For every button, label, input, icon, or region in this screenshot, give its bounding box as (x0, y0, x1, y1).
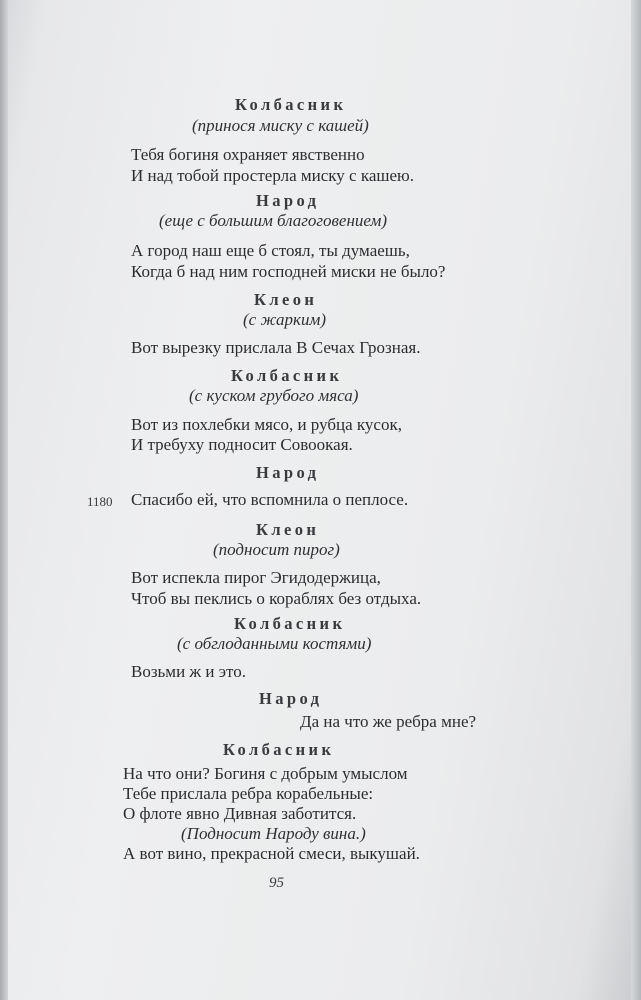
verse-line: Когда б над ним господней миски не было? (131, 262, 446, 281)
page-number: 95 (269, 875, 284, 891)
verse-line: Тебя богиня охраняет явственно (131, 145, 365, 164)
line-number: 1180 (87, 494, 113, 509)
verse-line: Вот вырезку прислала В Сечах Грозная. (131, 338, 421, 357)
speaker-name: Колбасник (231, 366, 343, 385)
verse-line: Спасибо ей, что вспомнила о пеплосе. (131, 490, 409, 509)
stage-direction: (с жарким) (243, 310, 327, 329)
stage-direction: (еще с большим благоговением) (159, 211, 388, 230)
verse-line: Вот из похлебки мясо, и рубца кусок, (131, 415, 402, 434)
verse-line: Вот испекла пирог Эгидодержица, (131, 568, 381, 587)
verse-line: Тебе прислала ребра корабельные: (123, 784, 374, 803)
page-edge-shadow (631, 0, 641, 1000)
stage-direction: (Подносит Народу вина.) (181, 824, 366, 843)
verse-line: Да на что же ребра мне? (300, 712, 477, 731)
stage-direction: (с обглоданными костями) (177, 634, 372, 653)
speaker-name: Народ (259, 689, 323, 708)
verse-line: Возьми ж и это. (131, 662, 247, 681)
verse-line: А вот вино, прекрасной смеси, выкушай. (123, 844, 420, 863)
speaker-name: Клеон (254, 290, 318, 309)
verse-line: И над тобой простерла миску с кашею. (131, 166, 414, 185)
stage-direction: (с куском грубого мяса) (189, 386, 359, 405)
speaker-name: Народ (256, 191, 320, 210)
verse-line: А город наш еще б стоял, ты думаешь, (131, 241, 410, 260)
speaker-name: Колбасник (223, 740, 335, 759)
speaker-name: Колбасник (234, 614, 346, 633)
speaker-name: Народ (256, 463, 320, 482)
stage-direction: (принося миску с кашей) (192, 116, 369, 135)
verse-line: На что они? Богиня с добрым умыслом (123, 764, 408, 783)
verse-line: И требуху подносит Совоокая. (131, 435, 353, 454)
stage-direction: (подносит пирог) (213, 540, 340, 559)
speaker-name: Клеон (256, 520, 320, 539)
verse-line: О флоте явно Дивная заботится. (123, 804, 357, 823)
speaker-name: Колбасник (235, 95, 347, 114)
verse-line: Чтоб вы пеклись о кораблях без отдыха. (131, 589, 422, 608)
page-gutter-shadow (0, 0, 8, 1000)
